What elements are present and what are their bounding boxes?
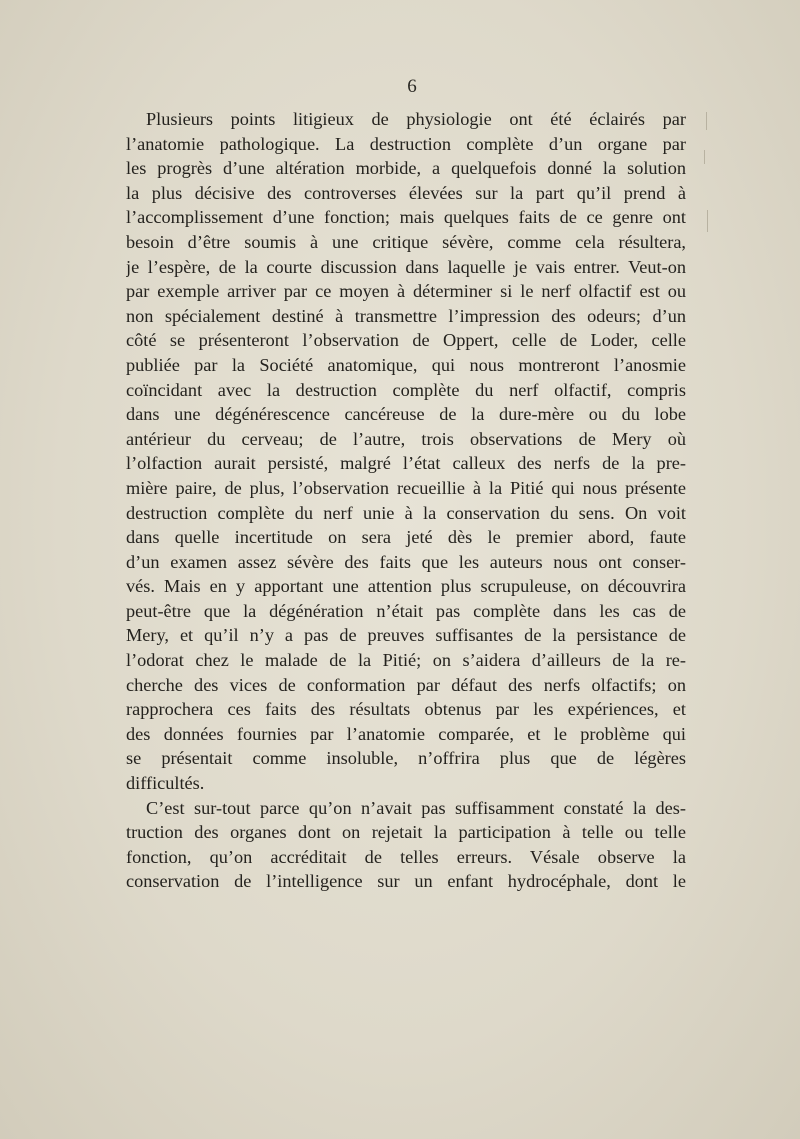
margin-mark xyxy=(706,112,707,130)
text-line: l’anatomie pathologique. La destruction complète d’un organe par xyxy=(126,133,686,154)
text-line: conservation de l’intelligence sur un enfant hydrocéphale, dont le xyxy=(126,871,686,892)
text-line: publiée par la Société anatomique, qui nous montreront l’anosmie xyxy=(126,354,686,375)
text-line: dans une dégénérescence cancéreuse de la dure-mère ou du lobe xyxy=(126,404,686,425)
text-line: je l’espère, de la courte discussion dans laquelle je vais entrer. Veut-on xyxy=(126,256,686,277)
text-line: coïncidant avec la destruction complète du nerf olfactif, compris xyxy=(126,379,686,400)
text-line: côté se présenteront l’observation de Oppert, celle de Loder, celle xyxy=(126,330,686,351)
text-line: non spécialement destiné à transmettre l’impression des odeurs; d’un xyxy=(126,305,686,326)
text-line: se présentait comme insoluble, n’offrira plus que de légères xyxy=(126,748,686,769)
text-line: antérieur du cerveau; de l’autre, trois observations de Mery où xyxy=(126,428,686,449)
text-line: Plusieurs points litigieux de physiologie ont été éclairés par xyxy=(146,109,686,129)
text-line: par exemple arriver par ce moyen à déterminer si le nerf olfactif est ou xyxy=(126,281,686,302)
text-line: des données fournies par l’anatomie comparée, et le problème qui xyxy=(126,723,686,744)
text-line: difficultés. xyxy=(126,773,205,794)
text-line: dans quelle incertitude on sera jeté dès le premier abord, faute xyxy=(126,527,686,548)
text-line: mière paire, de plus, l’observation recueillie à la Pitié qui nous présente xyxy=(126,477,686,498)
text-line: Mery, et qu’il n’y a pas de preuves suffisantes de la persistance de xyxy=(126,625,686,646)
text-line: l’accomplissement d’une fonction; mais quelques faits de ce genre ont xyxy=(126,207,686,228)
page-number: 6 xyxy=(407,76,417,97)
margin-mark xyxy=(704,150,705,164)
text-line: la plus décisive des controverses élevées sur la part qu’il prend à xyxy=(126,182,686,203)
text-line: vés. Mais en y apportant une attention plus scrupuleuse, on découvrira xyxy=(126,576,686,597)
body-text xyxy=(126,107,686,894)
text-line: truction des organes dont on rejetait la participation à telle ou telle xyxy=(126,822,686,843)
text-line: peut-être que la dégénération n’était pas complète dans les cas de xyxy=(126,600,686,621)
text-line: besoin d’être soumis à une critique sévère, comme cela résultera, xyxy=(126,231,686,252)
text-line: C’est sur-tout parce qu’on n’avait pas suffisamment constaté la des- xyxy=(146,797,686,818)
text-line: l’odorat chez le malade de la Pitié; on s’aidera d’ailleurs de la re- xyxy=(126,650,686,671)
margin-mark xyxy=(707,210,708,232)
text-line: destruction complète du nerf unie à la conservation du sens. On voit xyxy=(126,502,686,523)
text-line: cherche des vices de conformation par défaut des nerfs olfactifs; on xyxy=(126,674,686,695)
text-line: fonction, qu’on accréditait de telles erreurs. Vésale observe la xyxy=(126,846,686,867)
text-line: rapprochera ces faits des résultats obtenus par les expériences, et xyxy=(126,699,686,720)
text-line: les progrès d’une altération morbide, a quelquefois donné la solution xyxy=(126,158,686,179)
text-line: d’un examen assez sévère des faits que les auteurs nous ont conser- xyxy=(126,551,686,572)
text-line: l’olfaction aurait persisté, malgré l’état calleux des nerfs de la pre- xyxy=(126,453,686,474)
